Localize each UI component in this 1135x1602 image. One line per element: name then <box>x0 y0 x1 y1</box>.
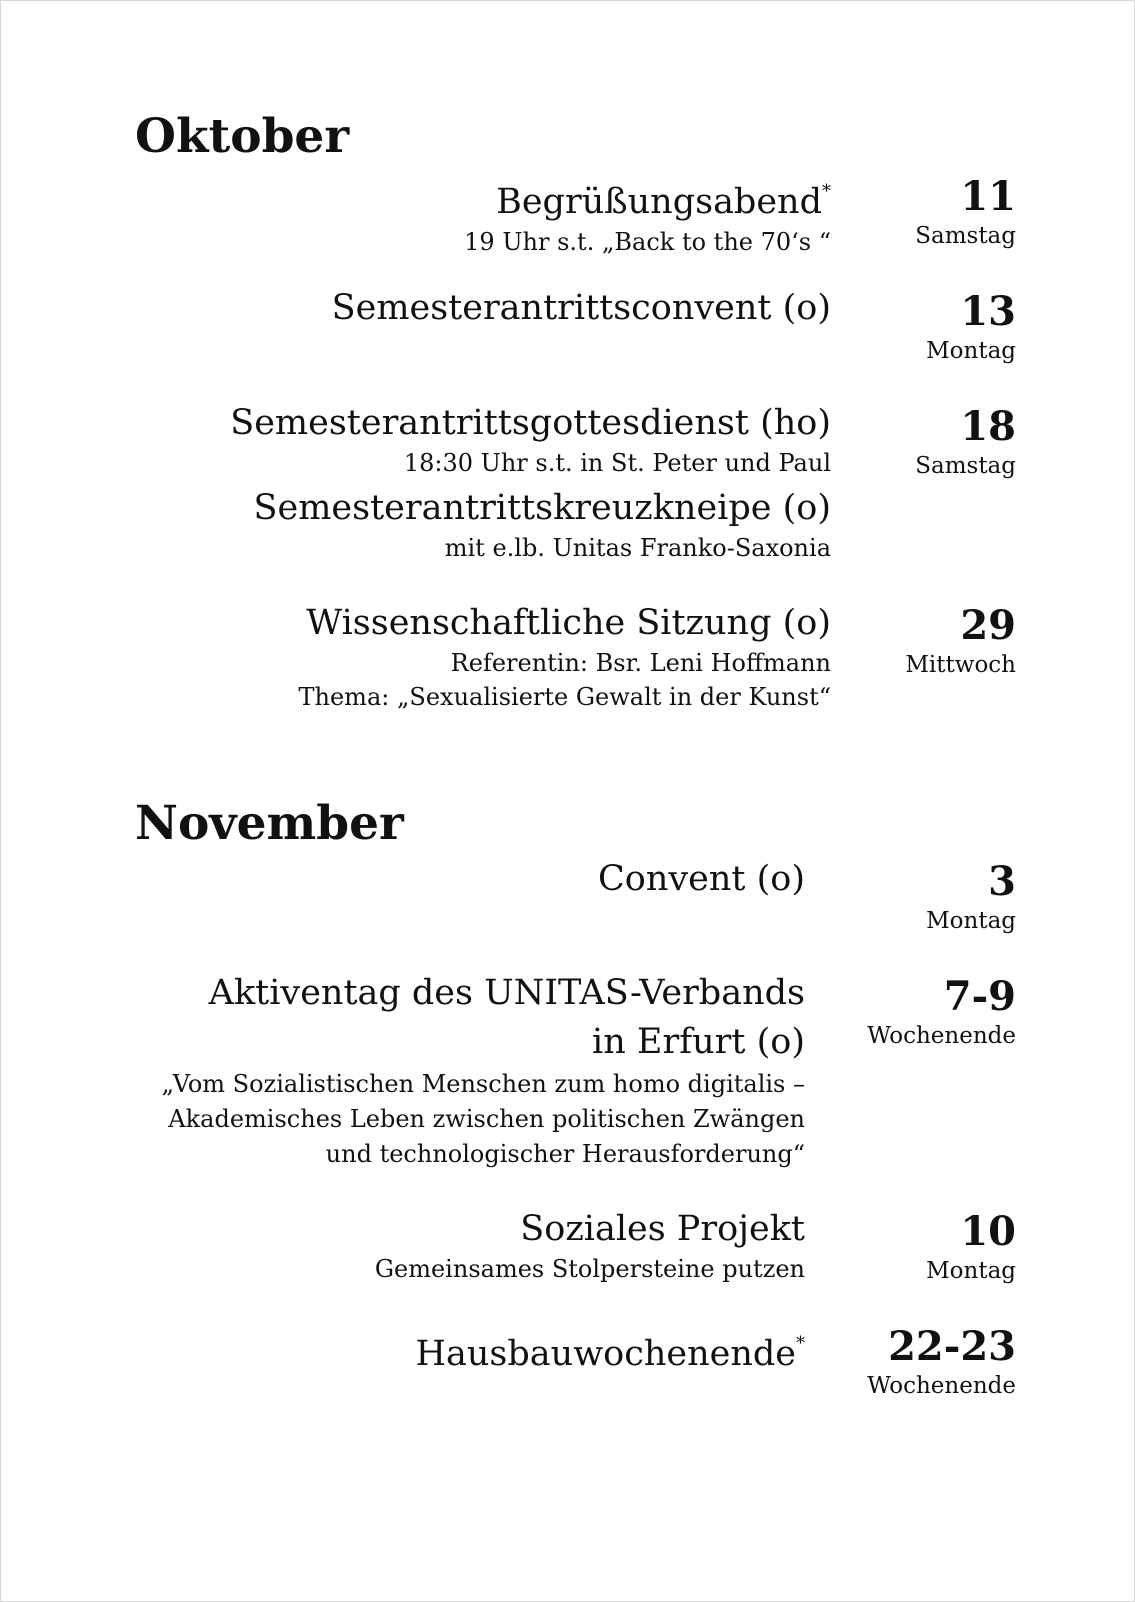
event-date <box>846 288 1016 366</box>
day-number: 13 <box>960 288 1016 335</box>
event-title: Soziales Projekt <box>520 1209 805 1249</box>
event-detail: mit e.lb. Unitas Franko-Saxonia <box>444 534 831 562</box>
event-title: Begrüßungsabend* <box>496 181 831 222</box>
event-convent <box>131 856 805 902</box>
day-number: 3 <box>988 858 1016 905</box>
event-detail: Thema: „Sexualisierte Gewalt in der Kunst“ <box>298 683 831 711</box>
event-soziales-projekt <box>131 1206 805 1286</box>
day-number: 22-23 <box>888 1323 1016 1370</box>
day-number: 11 <box>960 173 1016 220</box>
event-detail: 18:30 Uhr s.t. in St. Peter und Paul <box>403 449 831 477</box>
event-date <box>846 403 1016 481</box>
event-aktiventag <box>161 969 805 1172</box>
event-detail: „Vom Sozialistischen Menschen zum homo digitalis – Akademisches Leben zwischen politischen Zwängen und technologischer Herausforderung“ <box>161 1070 805 1168</box>
event-detail: Gemeinsames Stolpersteine putzen <box>374 1255 805 1283</box>
day-number: 7-9 <box>943 973 1016 1020</box>
event-date <box>846 973 1016 1051</box>
event-title: Hausbauwochenende* <box>415 1333 805 1374</box>
footnote-mark: * <box>796 1333 805 1354</box>
weekday: Montag <box>926 908 1016 934</box>
event-title: Semesterantrittsconvent (o) <box>331 288 831 328</box>
day-number: 29 <box>960 602 1016 649</box>
event-date <box>846 1323 1016 1401</box>
event-title: Semesterantrittsgottesdienst (ho) <box>230 403 831 443</box>
month-heading-october: Oktober <box>135 109 350 164</box>
event-detail: 19 Uhr s.t. „Back to the 70‘s “ <box>464 228 831 256</box>
event-semesterantrittskreuzkneipe <box>131 485 831 565</box>
footnote-mark: * <box>822 181 831 202</box>
event-semesterantrittsgottesdienst <box>131 400 831 480</box>
event-date <box>846 858 1016 936</box>
event-begruessungsabend <box>131 169 831 259</box>
weekday: Montag <box>926 338 1016 364</box>
event-date <box>846 1208 1016 1286</box>
weekday: Montag <box>926 1258 1016 1284</box>
day-number: 10 <box>960 1208 1016 1255</box>
weekday: Mittwoch <box>905 652 1016 678</box>
month-heading-november: November <box>135 796 404 851</box>
event-title: Semesterantrittskreuzkneipe (o) <box>253 488 831 528</box>
event-date <box>846 602 1016 680</box>
event-title: Wissenschaftliche Sitzung (o) <box>306 603 831 643</box>
weekday: Samstag <box>915 453 1016 479</box>
event-date <box>846 173 1016 251</box>
event-title: Convent (o) <box>598 859 805 899</box>
event-title: Aktiventag des UNITAS-Verbands in Erfurt (o) <box>208 973 805 1062</box>
weekday: Wochenende <box>867 1023 1016 1049</box>
event-semesterantrittsconvent <box>131 285 831 331</box>
day-number: 18 <box>960 403 1016 450</box>
event-detail: Referentin: Bsr. Leni Hoffmann <box>450 649 831 677</box>
event-wissenschaftliche-sitzung <box>131 600 831 714</box>
weekday: Samstag <box>915 223 1016 249</box>
weekday: Wochenende <box>867 1373 1016 1399</box>
event-hausbauwochenende <box>131 1321 805 1377</box>
